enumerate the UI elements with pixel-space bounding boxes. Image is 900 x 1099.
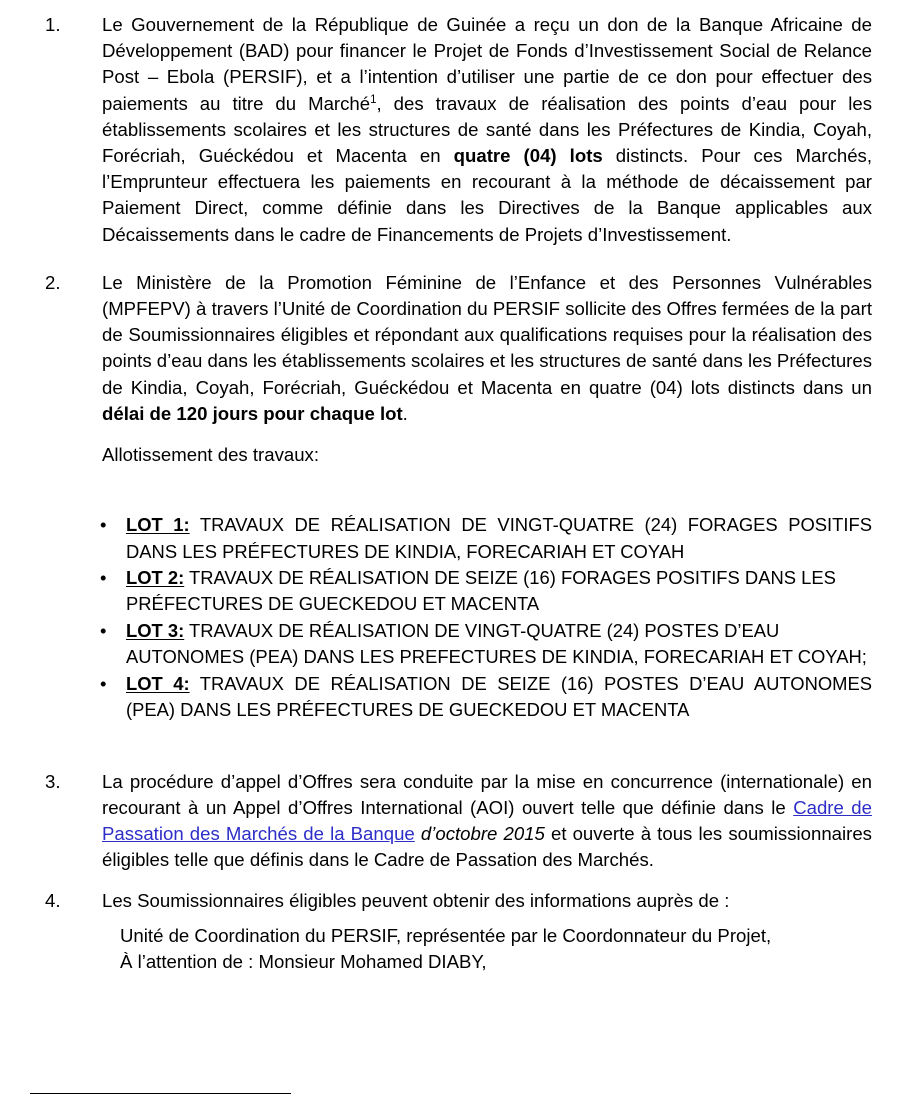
contact-attention-person: À l’attention de : Monsieur Mohamed DIABY, — [120, 950, 487, 972]
lot-item-1 — [98, 512, 872, 565]
clause-item-3 — [45, 769, 872, 874]
clause-item-1 — [45, 12, 872, 248]
clause-1-segment-a: Le Gouvernement de la République de Guinée a reçu un don de la Banque Africaine de Développement (BAD) pour financer le Projet de Fonds d’Investissement Social de Relance Post – Ebola (PERSIF), et a l’intention d’utiliser une partie de ce don pour effectuer des paiements au titre du Marché — [102, 14, 872, 114]
contact-coordination-unit: Unité de Coordination du PERSIF, représentée par le Coordonnateur du Projet, — [120, 924, 772, 946]
clause-2-bold-delai: délai de 120 jours pour chaque lot — [102, 402, 403, 424]
lot-label-3: LOT 3: — [126, 619, 185, 641]
spacer-before-lots — [28, 468, 872, 512]
bullet-icon: • — [100, 567, 107, 589]
clause-marker-2: 2. — [45, 271, 61, 293]
lot-item-4 — [98, 671, 872, 724]
footnote-reference: 1 — [370, 93, 377, 106]
clause-item-4 — [45, 888, 872, 914]
clause-1-bold-quatre-lots: quatre (04) lots — [453, 145, 603, 167]
lot-description-4: TRAVAUX DE RÉALISATION DE SEIZE (16) POSTES D’EAU AUTONOMES (PEA) DANS LES PRÉFECTURES DE GUECKEDOU ET MACENTA — [126, 672, 873, 721]
numbered-clause-list — [28, 12, 872, 975]
lot-item-3 — [98, 618, 872, 671]
clause-2-segment-a: Le Ministère de la Promotion Féminine de l’Enfance et des Personnes Vulnérables (MPFEPV) à travers l’Unité de Coordination du PERSIF sollicite des Offres fermées de la part de Soumissionnaires éligibles et répondant aux qualifications requises pour la réalisation des points d’eau dans les établissements scolaires et les structures de santé dans les Préfectures de Kindia, Coyah, Forécriah, Guéckédou et Macenta en quatre (04) lots distincts dans un — [102, 271, 872, 398]
spacer-before-contact — [28, 915, 872, 923]
clause-3-italic-date: d’octobre 2015 — [420, 822, 545, 844]
clause-2-segment-b: . — [402, 402, 408, 424]
procurement-framework-link[interactable]: Cadre de Passation des Marchés de la Banque — [102, 796, 872, 844]
spacer-after-lots — [28, 724, 872, 769]
contact-block — [120, 923, 872, 976]
clause-text-3 — [102, 769, 872, 874]
clause-1-segment-b: , des travaux de réalisation des points d’eau pour les établissements scolaires et les structures de santé dans les Préfectures de Kindia, Coyah, Forécriah, Guéckédou et Macenta en — [102, 92, 872, 167]
clause-marker-1: 1. — [45, 14, 61, 35]
clause-3-segment-a: La procédure d’appel d’Offres sera conduite par la mise en concurrence (internationale) en recourant à un Appel d’Offres International (AOI) ouvert telle que définie dans le — [102, 770, 872, 818]
lot-list — [28, 512, 872, 723]
spacer-after-clause-1 — [28, 248, 872, 270]
clause-text-1 — [102, 12, 872, 248]
lot-label-4: LOT 4: — [126, 672, 190, 694]
bullet-icon: • — [100, 514, 107, 536]
lot-label-2: LOT 2: — [126, 567, 185, 589]
clause-3-segment-b: et ouverte à tous les soumissionnaires éligibles telle que définis dans le Cadre de Passation des Marchés. — [102, 822, 872, 871]
lot-description-2: TRAVAUX DE RÉALISATION DE SEIZE (16) FORAGES POSITIFS DANS LES PRÉFECTURES DE GUECKEDOU ET MACENTA — [126, 567, 836, 615]
spacer-before-subheading — [28, 427, 872, 442]
footnote-separator-rule — [30, 1093, 291, 1094]
allotment-subheading: Allotissement des travaux: — [102, 444, 320, 466]
clause-text-2 — [102, 270, 872, 427]
bullet-icon: • — [100, 619, 107, 641]
lot-label-1: LOT 1: — [126, 514, 190, 536]
clause-item-2 — [45, 270, 872, 427]
bullet-icon: • — [100, 672, 107, 694]
clause-text-4: Les Soumissionnaires éligibles peuvent obtenir des informations auprès de : — [102, 890, 730, 912]
clause-marker-4: 4. — [45, 890, 61, 912]
lot-description-1: TRAVAUX DE RÉALISATION DE VINGT-QUATRE (24) FORAGES POSITIFS DANS LES PRÉFECTURES DE KINDIA, FORECARIAH ET COYAH — [126, 514, 872, 562]
spacer-after-clause-3 — [28, 873, 872, 888]
lot-description-3: TRAVAUX DE RÉALISATION DE VINGT-QUATRE (24) POSTES D’EAU AUTONOMES (PEA) DANS LES PREFECTURES DE KINDIA, FORECARIAH ET COYAH; — [126, 619, 867, 668]
clause-marker-3: 3. — [45, 770, 61, 792]
lot-item-2 — [98, 565, 872, 618]
clause-1-segment-c: distincts. Pour ces Marchés, l’Emprunteur effectuera les paiements en recourant à la méthode de décaissement par Paiement Direct, comme définie dans les Directives de la Banque applicables aux Décaissements dans le cadre de Financements de Projets d’Investissement. — [102, 145, 873, 245]
